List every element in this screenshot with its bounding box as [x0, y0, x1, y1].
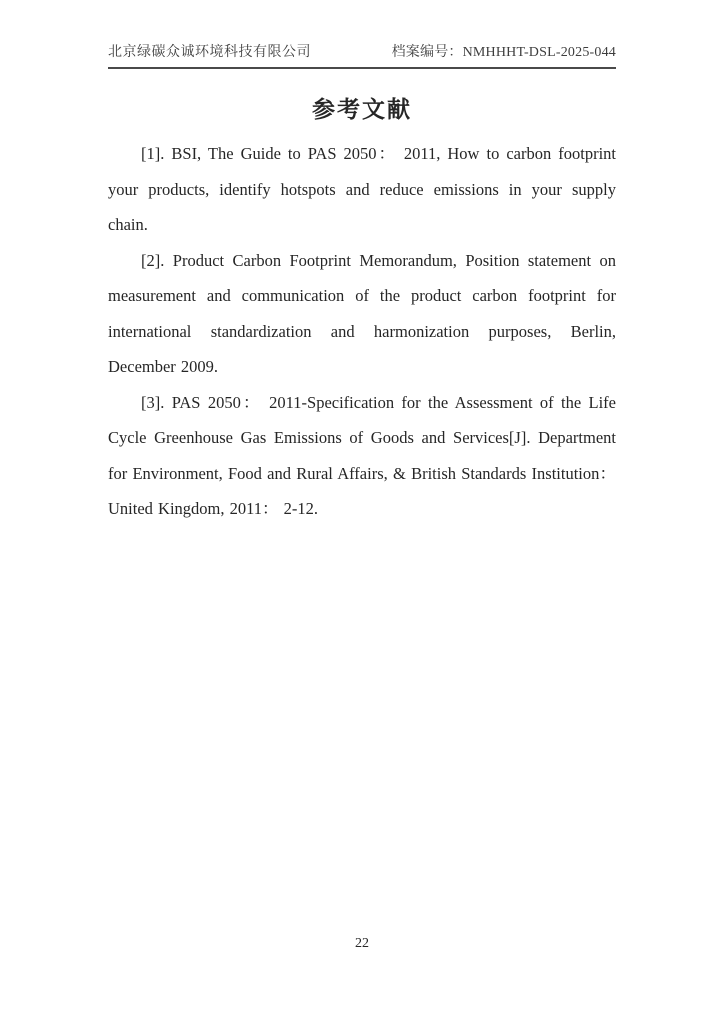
page-number: 22 — [355, 936, 369, 951]
page-footer — [0, 936, 724, 952]
reference-item-1: [1]. BSI, The Guide to PAS 2050： 2011, How to carbon footprint your products, identify hotspots and reduce emissions in your supply chain. — [108, 144, 616, 234]
page-title: 参考文献 — [312, 97, 412, 122]
references-section — [108, 136, 616, 527]
doc-number-value: NMHHHT-DSL-2025-044 — [462, 45, 616, 60]
header-doc-number — [392, 44, 616, 62]
doc-number-label: 档案编号： — [391, 45, 463, 60]
page-header — [108, 44, 616, 69]
reference-item-2: [2]. Product Carbon Footprint Memorandum, Position statement on measurement and communication of the product carbon footprint for international standardization and harmonization purposes, Berlin, December 2009. — [108, 250, 616, 376]
header-company-name: 北京绿碳众诚环境科技有限公司 — [108, 45, 311, 60]
reference-item-3: [3]. PAS 2050： 2011-Specification for the Assessment of the Life Cycle Greenhouse Gas Emissions of Goods and Services[J]. Department for Environment, Food and Rural Affairs, & British Standards Institution： United Kingdom, 2011： 2-12. — [108, 392, 616, 518]
